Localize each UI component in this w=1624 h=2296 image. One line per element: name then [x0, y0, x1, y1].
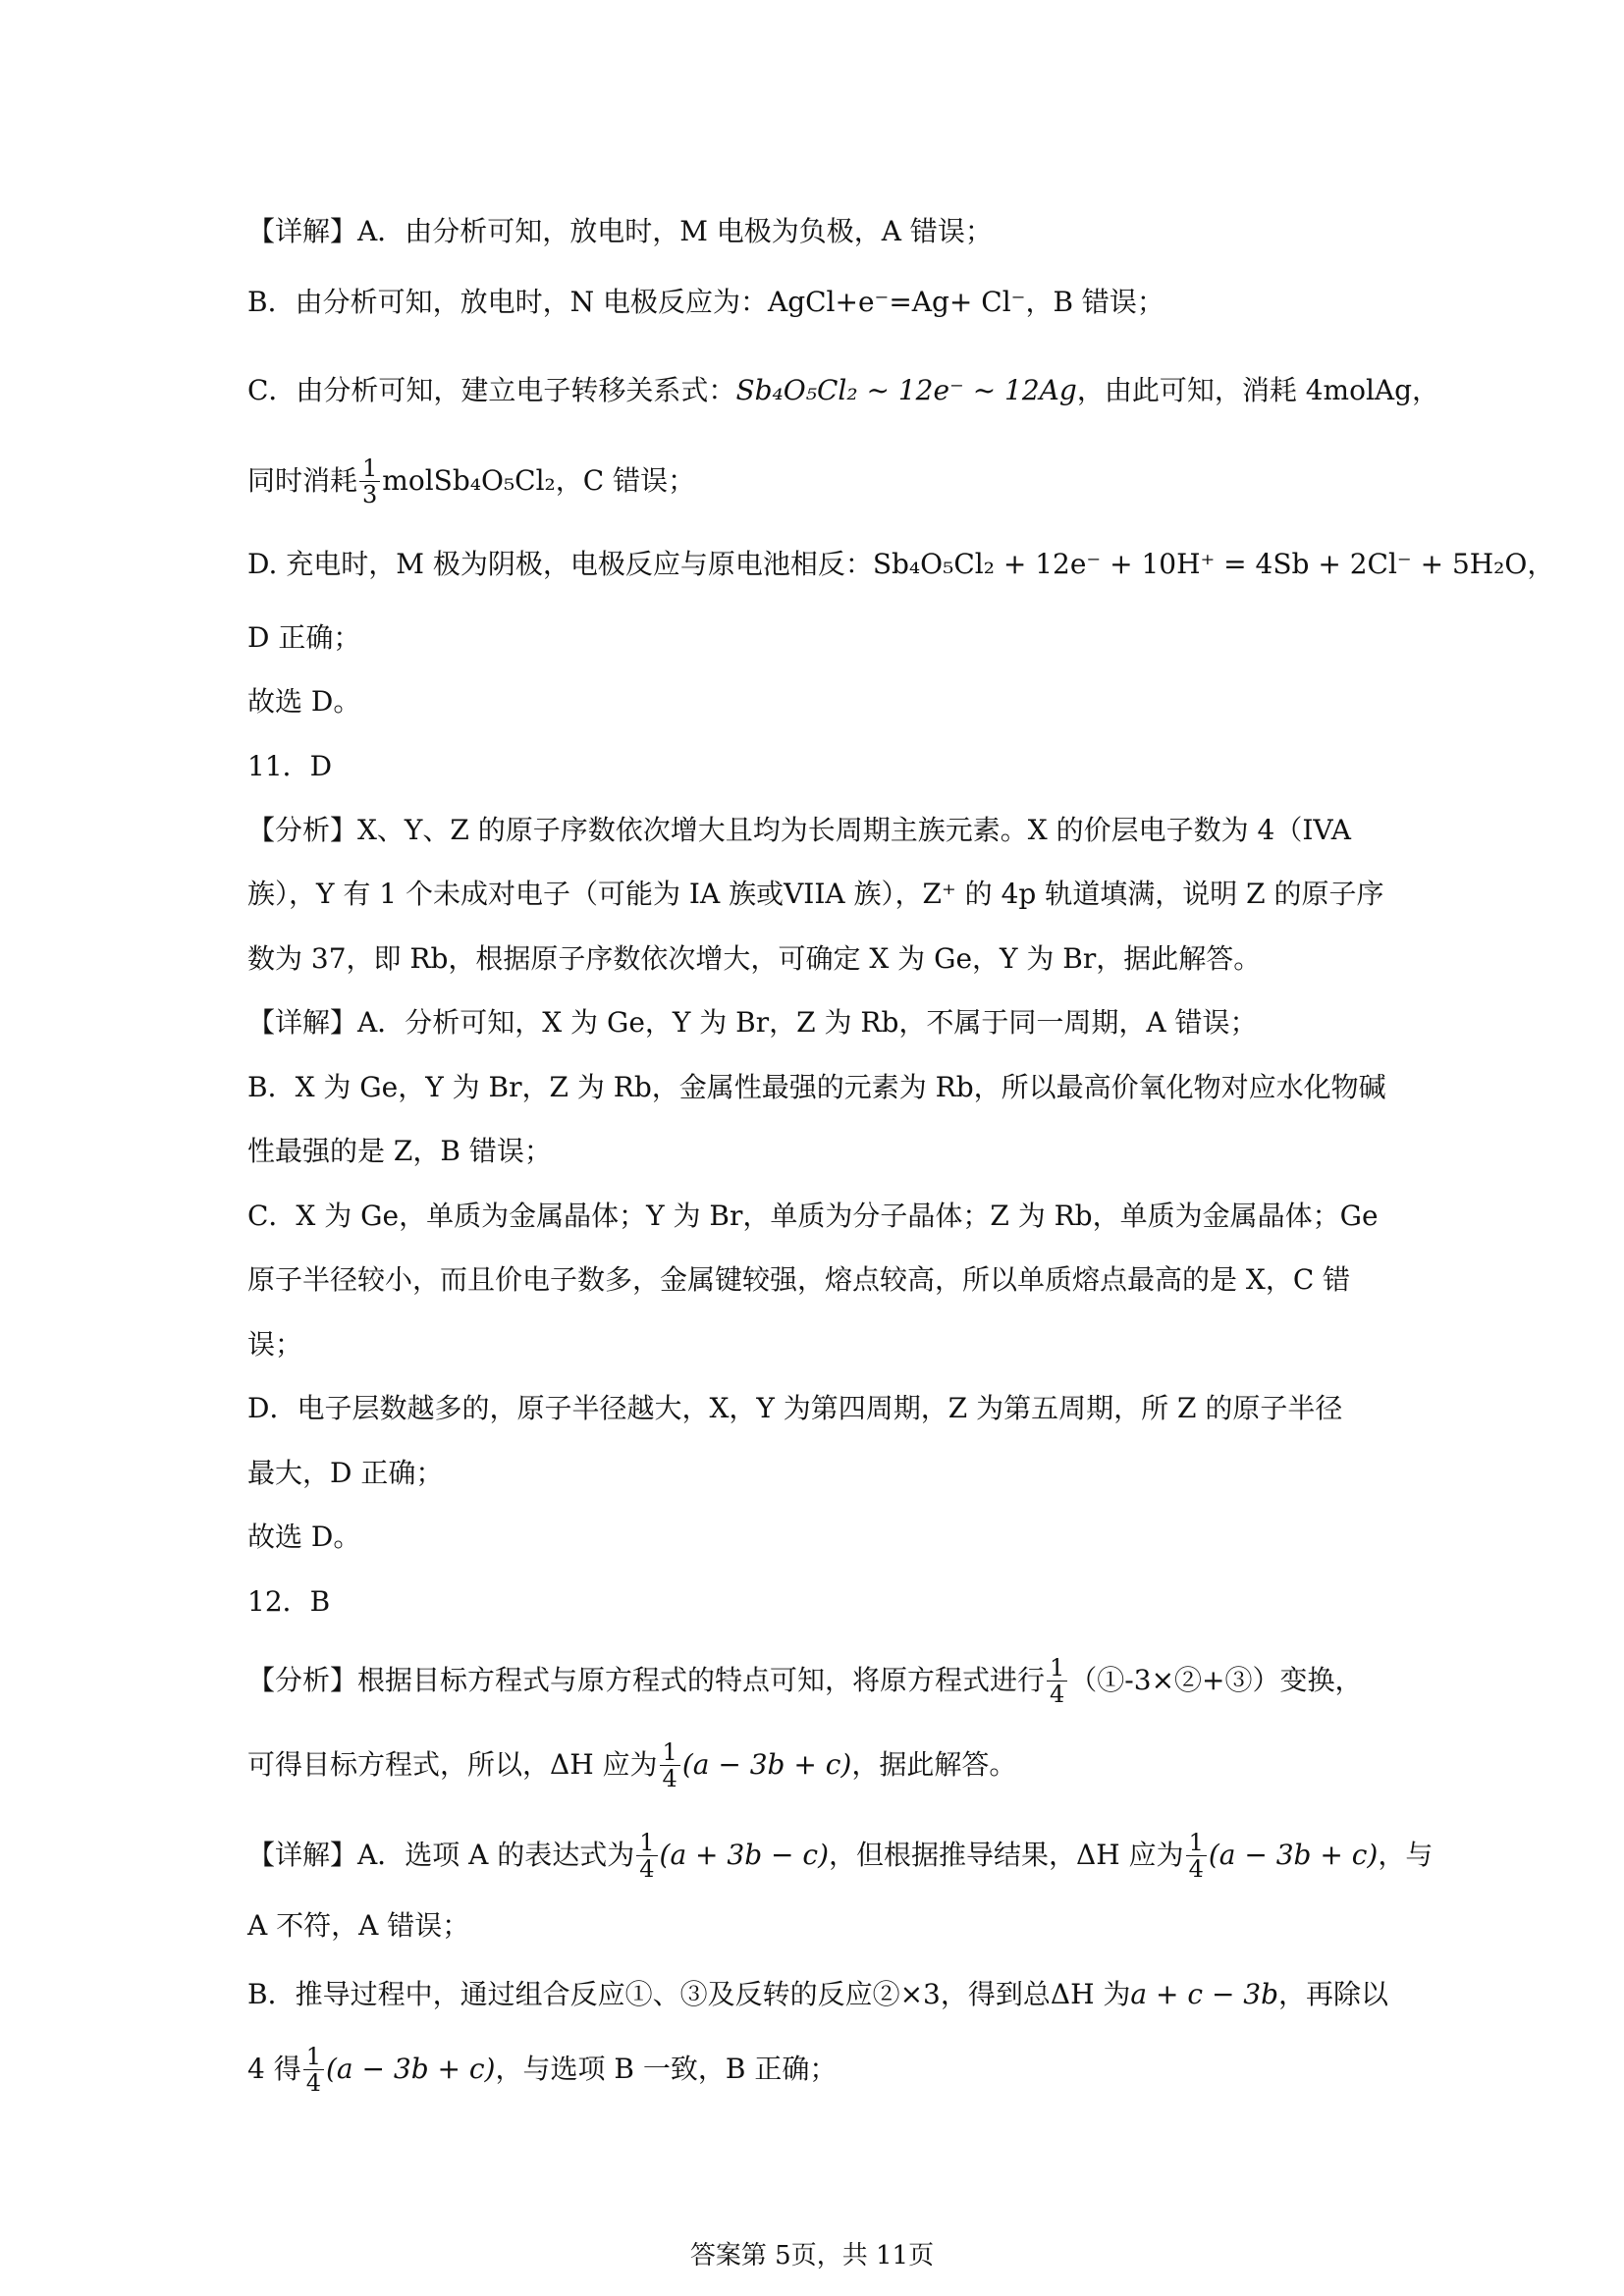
q11-detail-line — [247, 1003, 1396, 1042]
q11-detail-line — [247, 1518, 1396, 1557]
q11-answer — [247, 747, 1396, 786]
q10-option-c-formula: Sb₄O₅Cl₂ ~ 12e⁻ ~ 12Ag — [735, 374, 1077, 406]
q11-analysis-text: 族），Y 有 1 个未成对电子（可能为 IA 族或VIIA 族），Z⁺ 的 4p 轨道填满，说明 Z 的原子序 — [247, 878, 1384, 910]
q12-option-b-pre: B．推导过程中，通过组合反应①、③及反转的反应②×3，得到总ΔH 为 — [247, 1978, 1131, 2010]
q12-detail-a-expr1: (a + 3b − c) — [659, 1839, 830, 1871]
fraction-numerator: 1 — [1186, 1830, 1207, 1856]
q10-conclusion-text: 故选 D。 — [247, 685, 361, 718]
fraction-denominator: 4 — [639, 1854, 655, 1883]
q11-detail-text: 误； — [247, 1328, 303, 1361]
q11-detail-text: D．电子层数越多的，原子半径越大，X，Y 为第四周期，Z 为第五周期，所 Z 的原子半径 — [247, 1392, 1343, 1424]
fraction-denominator: 4 — [1050, 1680, 1065, 1708]
q10-option-d2-text: D 正确； — [247, 621, 361, 654]
q10-option-c — [247, 371, 1440, 410]
q11-detail-text: B．X 为 Ge，Y 为 Br，Z 为 Rb，金属性最强的元素为 Rb，所以最高价氧化物对应水化物碱 — [247, 1071, 1386, 1103]
q11-analysis-line — [247, 811, 1396, 850]
q12-detail-a-line2 — [247, 1906, 1396, 1946]
q12-option-b2-expr: (a − 3b + c) — [326, 2053, 496, 2085]
q11-analysis-text: 【分析】X、Y、Z 的原子序数依次增大且均为长周期主族元素。X 的价层电子数为 4（IVA — [247, 814, 1351, 846]
fraction-one-quarter — [1186, 1830, 1207, 1882]
q12-analysis — [247, 1653, 1396, 1708]
q11-detail-line — [247, 1132, 1396, 1171]
fraction-one-quarter — [1047, 1655, 1067, 1707]
fraction-one-quarter — [636, 1830, 657, 1882]
fraction-one-quarter — [660, 1739, 680, 1791]
q10-option-c-pre: C．由分析可知，建立电子转移关系式： — [247, 374, 736, 406]
q12-analysis2-expr: (a − 3b + c) — [681, 1748, 852, 1781]
fraction-numerator: 1 — [660, 1739, 680, 1766]
q10-option-c-line2 — [247, 454, 1396, 508]
fraction-one-third — [359, 455, 380, 507]
fraction-numerator: 1 — [359, 455, 380, 482]
fraction-numerator: 1 — [636, 1830, 657, 1856]
q12-option-b-expr: a + c − 3b — [1130, 1978, 1279, 2010]
q11-detail-line — [247, 1197, 1396, 1236]
page-footer: 答案第 5页，共 11页 — [689, 2241, 935, 2270]
q12-option-b-post: ，再除以 — [1278, 1978, 1389, 2010]
q10-option-d-line2 — [247, 618, 1396, 658]
q12-detail-a-pre: 【详解】A．选项 A 的表达式为 — [247, 1839, 635, 1871]
q12-answer-text: 12．B — [247, 1585, 331, 1618]
q12-answer — [247, 1582, 1396, 1622]
q10-option-d-text: D. 充电时，M 极为阴极，电极反应与原电池相反：Sb₄O₅Cl₂ + 12e⁻ + 10H⁺ = 4Sb + 2Cl⁻ + 5H₂O， — [247, 548, 1555, 580]
q10-option-d — [247, 545, 1555, 584]
q11-detail-text: 故选 D。 — [247, 1521, 361, 1553]
q10-option-c2-post: molSb₄O₅Cl₂，C 错误； — [382, 464, 696, 497]
q11-answer-text: 11．D — [247, 750, 333, 782]
q10-detail-a — [247, 212, 1396, 251]
q10-detail-a-text: 【详解】A．由分析可知，放电时，M 电极为负极，A 错误； — [247, 215, 993, 247]
q12-analysis-pre: 【分析】根据目标方程式与原方程式的特点可知，将原方程式进行 — [247, 1664, 1046, 1696]
q12-analysis2-pre: 可得目标方程式，所以，ΔH 应为 — [247, 1748, 658, 1781]
fraction-denominator: 3 — [362, 480, 378, 508]
q11-detail-text: C．X 为 Ge，单质为金属晶体；Y 为 Br，单质为分子晶体；Z 为 Rb，单质为金属晶体；Ge — [247, 1200, 1379, 1232]
q10-option-b-text: B．由分析可知，放电时，N 电极反应为：AgCl+e⁻=Ag+ Cl⁻，B 错误； — [247, 286, 1164, 318]
q11-detail-line — [247, 1325, 1396, 1364]
q11-detail-line — [247, 1068, 1396, 1107]
q12-analysis-line2 — [247, 1737, 1396, 1792]
q11-analysis-line — [247, 939, 1396, 979]
fraction-denominator: 4 — [305, 2068, 321, 2097]
q12-detail-a2-text: A 不符，A 错误； — [247, 1909, 470, 1942]
q10-option-c2-pre: 同时消耗 — [247, 464, 358, 497]
q12-detail-a-post: ，与 — [1378, 1839, 1434, 1871]
q12-detail-a-expr2: (a − 3b + c) — [1208, 1839, 1379, 1871]
q12-detail-a-mid: ，但根据推导结果，ΔH 应为 — [829, 1839, 1184, 1871]
fraction-one-quarter — [303, 2044, 324, 2096]
q12-option-b-line2 — [247, 2042, 1396, 2097]
fraction-numerator: 1 — [1047, 1655, 1067, 1682]
q11-detail-text: 【详解】A．分析可知，X 为 Ge，Y 为 Br，Z 为 Rb，不属于同一周期，A 错误； — [247, 1006, 1258, 1039]
q12-option-b — [247, 1975, 1396, 2014]
q12-option-b2-pre: 4 得 — [247, 2053, 301, 2085]
q11-detail-text: 性最强的是 Z，B 错误； — [247, 1135, 552, 1167]
q11-analysis-line — [247, 875, 1396, 914]
q10-option-b — [247, 283, 1396, 322]
q12-analysis-post: （①-3×②+③）变换， — [1069, 1664, 1363, 1696]
q12-analysis2-post: ，据此解答。 — [851, 1748, 1017, 1781]
q11-detail-text: 最大，D 正确； — [247, 1457, 444, 1489]
q10-conclusion — [247, 682, 1396, 721]
fraction-denominator: 4 — [1188, 1854, 1204, 1883]
q11-detail-line — [247, 1389, 1396, 1428]
q11-detail-text: 原子半径较小，而且价电子数多，金属键较强，熔点较高，所以单质熔点最高的是 X，C 错 — [247, 1263, 1351, 1296]
fraction-denominator: 4 — [662, 1764, 677, 1792]
q10-option-c-post: ，由此可知，消耗 4molAg， — [1076, 374, 1440, 406]
q11-detail-line — [247, 1454, 1396, 1493]
q11-detail-line — [247, 1260, 1396, 1300]
q12-option-b2-post: ，与选项 B 一致，B 正确； — [495, 2053, 838, 2085]
q11-analysis-text: 数为 37，即 Rb，根据原子序数依次增大，可确定 X 为 Ge，Y 为 Br，据此解答。 — [247, 942, 1262, 975]
q12-detail-a — [247, 1828, 1434, 1883]
fraction-numerator: 1 — [303, 2044, 324, 2070]
